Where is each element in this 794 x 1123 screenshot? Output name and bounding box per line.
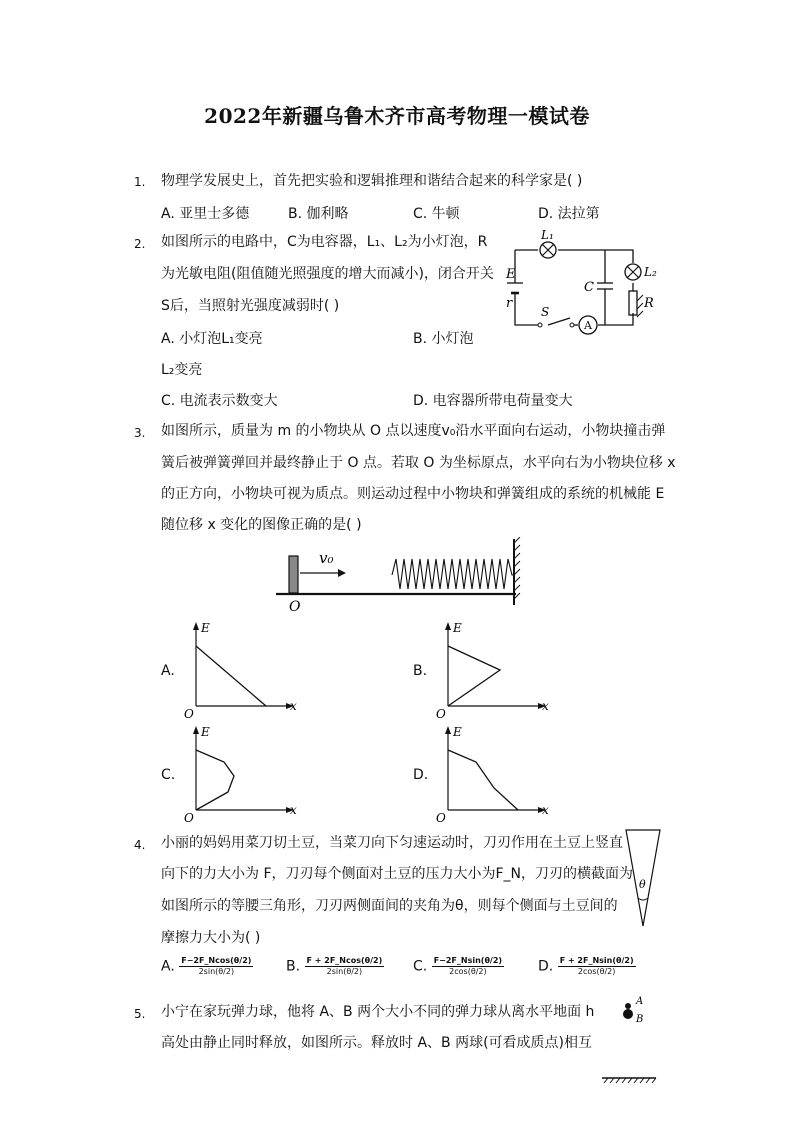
q2-line-2: 为光敏电阻(阻值随光照强度的增大而减小)，闭合开关	[161, 266, 494, 282]
label-e: E	[506, 267, 516, 282]
svg-text:E: E	[201, 621, 210, 635]
q2-number: 2.	[134, 237, 146, 251]
graph-d-curve	[448, 750, 518, 810]
lamp-l1-icon	[540, 242, 556, 258]
q3-line-1: 如图所示，质量为 m 的小物块从 O 点以速度v₀沿水平面向右运动，小物块撞击弹	[161, 423, 666, 439]
label-r-internal: r	[506, 296, 513, 311]
graph-b[interactable]	[432, 620, 562, 725]
q4-option-b[interactable]: B. $\frac{F + 2F\_Ncos(\theta/2)}{2\sin(\theta/2)}$	[286, 956, 383, 976]
svg-text:O: O	[184, 811, 194, 825]
q3-option-d-label[interactable]: D.	[413, 767, 429, 783]
q5-number: 5.	[134, 1007, 146, 1021]
knife-cross-section	[622, 826, 666, 930]
svg-text:E: E	[201, 725, 210, 739]
graph-c-curve	[196, 750, 234, 810]
lamp-l2-icon	[625, 264, 641, 280]
svg-text:x: x	[290, 699, 297, 713]
circuit-diagram	[500, 225, 670, 345]
y-arrow-icon	[445, 622, 451, 630]
q2-line-3: S后，当照射光强度减弱时( )	[161, 298, 340, 314]
graph-a-curve	[196, 646, 266, 706]
block	[289, 556, 298, 593]
q4-line-1: 小丽的妈妈用菜刀切土豆，当菜刀向下匀速运动时，刀刃作用在土豆上竖直	[161, 835, 623, 851]
graph-c[interactable]	[180, 724, 310, 829]
q1-stem: 物理学发展史上，首先把实验和逻辑推理和谐结合起来的科学家是( )	[161, 173, 583, 189]
label-l2: L₂	[644, 265, 657, 279]
label-l1: L₁	[541, 228, 554, 242]
svg-text:O: O	[436, 811, 446, 825]
q3-line-2: 簧后被弹簧弹回并最终静止于 O 点。若取 O 为坐标原点，水平向右为小物块位移 x	[161, 455, 676, 471]
q2-option-c[interactable]: C. 电流表示数变大	[161, 393, 278, 409]
switch-contact-left	[538, 323, 542, 327]
ground-hatch	[600, 1074, 660, 1086]
label-s: S	[541, 305, 550, 319]
spring-block-figure	[270, 537, 530, 617]
label-v0: v₀	[319, 549, 334, 567]
svg-text:x: x	[542, 699, 549, 713]
ammeter-icon	[579, 316, 597, 334]
q1-option-c[interactable]: C. 牛顿	[413, 206, 460, 222]
q2-option-d[interactable]: D. 电容器所带电荷量变大	[413, 393, 573, 409]
q1-option-a[interactable]: A. 亚里士多德	[161, 206, 250, 222]
y-arrow-icon	[193, 726, 199, 734]
label-c: C	[584, 280, 594, 295]
ball-b	[623, 1009, 633, 1019]
label-b: B	[636, 1014, 644, 1025]
ball-a	[625, 1003, 631, 1009]
q1-option-d[interactable]: D. 法拉第	[538, 206, 600, 222]
q3-option-c-label[interactable]: C.	[161, 767, 176, 783]
label-r: R	[644, 296, 654, 311]
q1-option-b[interactable]: B. 伽利略	[288, 206, 349, 222]
q5-line-2: 高处由静止同时释放，如图所示。释放时 A、B 两球(可看成质点)相互	[161, 1035, 593, 1051]
svg-text:O: O	[436, 707, 446, 721]
graph-d[interactable]	[432, 724, 562, 829]
q2-option-a[interactable]: A. 小灯泡L₁变亮	[161, 331, 263, 347]
graph-b-curve	[448, 646, 500, 706]
q4-option-a[interactable]: A. $\frac{F-2F\_Ncos(\theta/2)}{2\sin(\theta/2)}$	[161, 956, 252, 976]
q4-option-c[interactable]: C. $\frac{F-2F\_Nsin(\theta/2)}{2\cos(\theta/2)}$	[413, 956, 503, 976]
arrow-head-icon	[338, 569, 346, 577]
balls-figure	[618, 992, 648, 1026]
y-arrow-icon	[193, 622, 199, 630]
q4-option-d[interactable]: D. $\frac{F + 2F\_Nsin(\theta/2)}{2\cos(\theta/2)}$	[538, 956, 634, 976]
svg-text:x: x	[542, 803, 549, 817]
label-theta: θ	[639, 878, 646, 891]
page-title: 2022年新疆乌鲁木齐市高考物理一模试卷	[204, 104, 590, 128]
q3-option-b-label[interactable]: B.	[413, 663, 428, 679]
q1-number: 1.	[134, 175, 146, 189]
q3-line-4: 随位移 x 变化的图像正确的是( )	[161, 517, 362, 533]
q3-option-a-label[interactable]: A.	[161, 663, 175, 679]
svg-text:O: O	[184, 707, 194, 721]
q2-option-b[interactable]: B. 小灯泡	[413, 331, 474, 347]
label-a: A	[636, 996, 644, 1007]
q4-line-3: 如图所示的等腰三角形，刀刃两侧面间的夹角为θ，则每个侧面与土豆间的	[161, 898, 618, 914]
q2-line-1: 如图所示的电路中，C为电容器，L₁、L₂为小灯泡，R	[161, 234, 488, 250]
q3-number: 3.	[134, 426, 146, 440]
q5-line-1: 小宁在家玩弹力球，他将 A、B 两个大小不同的弹力球从离水平地面 h	[161, 1004, 595, 1020]
svg-text:E: E	[453, 725, 462, 739]
q4-line-2: 向下的力大小为 F，刀刃每个侧面对土豆的压力大小为F_N，刀刃的横截面为	[161, 866, 634, 882]
svg-text:A: A	[584, 319, 592, 332]
q4-line-4: 摩擦力大小为( )	[161, 930, 261, 946]
q3-line-3: 的正方向，小物块可视为质点。则运动过程中小物块和弹簧组成的系统的机械能 E	[161, 486, 665, 502]
spring	[392, 559, 514, 589]
q4-number: 4.	[134, 838, 146, 852]
label-o: O	[289, 599, 301, 615]
svg-text:E: E	[453, 621, 462, 635]
switch-contact-right	[570, 323, 574, 327]
svg-text:x: x	[290, 803, 297, 817]
graph-a[interactable]	[180, 620, 310, 725]
light-arrows-icon	[637, 295, 643, 317]
q2-option-b-continued: L₂变亮	[161, 362, 203, 378]
y-arrow-icon	[445, 726, 451, 734]
